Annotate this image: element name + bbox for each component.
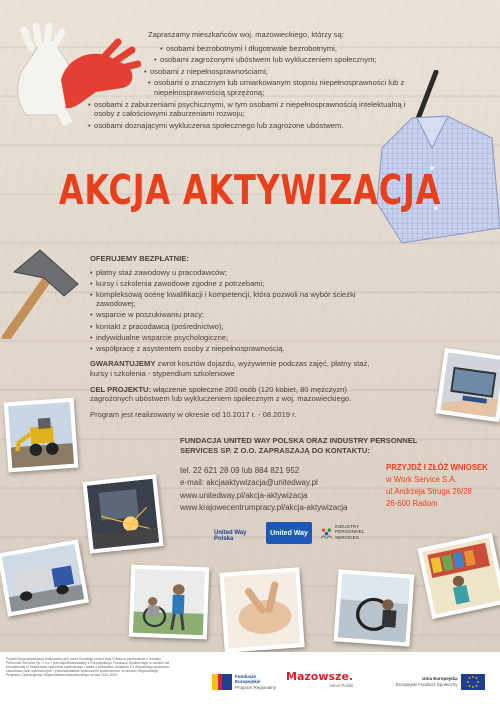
photo-massage (219, 567, 304, 652)
guarantee-paragraph (90, 359, 380, 378)
contact-link-unitedway[interactable]: www.unitedway.pl/akcja-aktywizacja (180, 490, 308, 500)
list-item: • współpracę z asystentem osoby z niepełnosprawnością. (90, 344, 380, 354)
photo-truck (0, 539, 89, 616)
eu-flag-icon (461, 674, 485, 690)
list-item: • osobami z niepełnosprawnościami; (144, 67, 418, 77)
intro-list (88, 44, 418, 131)
list-item: • kursy i szkolenia zawodowe zgodne z potrzebami; (90, 279, 380, 289)
list-item: • wsparcie w poszukiwaniu pracy; (90, 310, 380, 320)
footer-note: Projekt Akcja aktywizacja realizowany jest przez Fundację United Way Polska w partnerstwie z Industry Personnel Services Sp. z o.o. i jest współfinansowany z Europejskiego Funduszu Społecznego w ramach osi priorytetowej IX Wspieranie włączenia społecznego i walka z ubóstwem, działania 9.1 Aktywizacja społeczno-zawodowa osób wykluczonych i przeciwdziałanie wykluczeniu społecznemu, w ramach Regionalnego Programu Operacyjnego Województwa Mazowieckiego na lata 2014-2020. (6, 657, 171, 678)
list-item: • osobami doznającymi wykluczenia społecznego lub zagrożone ubóstwem. (88, 121, 418, 131)
intro-lead: Zapraszamy mieszkańców woj. mazowieckiego, którzy są: (148, 30, 344, 39)
apply-heading: PRZYJDŹ I ZŁÓŻ WNIOSEK (386, 463, 488, 472)
logo-text: United Way (270, 529, 308, 537)
industry-personnel-services-logo (320, 520, 382, 546)
fe-line: Europejskie (235, 679, 261, 685)
photo-laptop (436, 348, 500, 422)
offer-heading: OFERUJEMY BEZPŁATNIE: (90, 254, 189, 263)
fe-flag-icon (212, 674, 232, 690)
logo-text: INDUSTRY PERSONNEL SERVICES (334, 524, 365, 541)
intro-section (88, 30, 418, 130)
united-way-logo (266, 522, 312, 544)
apply-block (386, 462, 496, 510)
list-item: • kontakt z pracodawcą (pośrednictwo); (90, 322, 380, 332)
goal-paragraph (90, 385, 380, 404)
fe-line: Fundusze (235, 674, 256, 679)
photo-welding (82, 474, 163, 553)
logo-text: United Way Polska (214, 530, 247, 542)
fe-line: Program Regionalny (235, 684, 277, 690)
photo-bus-driver (334, 569, 415, 646)
people-icon (320, 522, 333, 544)
eu-logo (396, 674, 485, 690)
list-item: • indywidualne wsparcie psychologiczne; (90, 333, 380, 343)
goal-label: CEL PROJEKTU: (90, 384, 152, 394)
list-item: • osobami bezrobotnymi i długotrwale bezrobotnymi, (160, 44, 418, 54)
apply-line: 26-600 Radom (386, 499, 438, 508)
mazowsze-logo (286, 670, 353, 688)
list-item: • osobami zagrożonymi ubóstwem lub wykluczeniem społecznym; (154, 55, 418, 65)
apply-line: ul.Andrzeja Struga 26/28 (386, 487, 472, 496)
list-item: • kompleksową ocenę kwalifikacji i kompetencji, która pozwoli na wybór ścieżki zawodowej; (90, 290, 380, 309)
goal-text: włączenie społeczne 200 osób (120 kobiet, 80 mężczyzn) zagrożonych ubóstwem lub wykluczeniem społecznym z woj. mazowieckiego. (90, 384, 352, 404)
guarantee-label: GWARANTUJEMY (90, 359, 156, 369)
eu-line: Europejski Fundusz Społeczny (396, 682, 458, 687)
organizers-heading: FUNDACJA UNITED WAY POLSKA ORAZ INDUSTRY PERSONNEL SERVICES SP. Z O.O. ZAPRASZAJĄ DO KONTAKTU: (180, 436, 418, 455)
guarantee-text: zwrot kosztów dojazdu, wyżywienie podczas zajęć, płatny staż, kursy i szkolenia - stypendium szkoleniowe (90, 359, 370, 378)
list-item: • osobami z zaburzeniami psychicznymi, w tym osobami z niepełnosprawnością intelektualną i osoby z całościowymi zaburzeniami rozwoju; (88, 100, 418, 119)
page-title: AKCJA AKTYWIZACJA (58, 166, 442, 214)
list-item: • płatny staż zawodowy u pracodawców; (90, 268, 380, 278)
eu-line: Unia Europejska (422, 676, 458, 682)
offer-section (90, 254, 380, 419)
contact-link-kcp[interactable]: www.krajowecentrumpracy.pl/akcja-aktywizacja (180, 503, 348, 513)
contact-email[interactable]: e-mail: akcjaaktywizacja@unitedway.pl (180, 478, 318, 488)
hammer-image (0, 244, 80, 339)
united-way-polska-logo (214, 529, 260, 543)
mazowsze-text: Mazowsze. (286, 670, 354, 683)
fe-program-logo (212, 674, 276, 690)
list-item: • osobami o znacznym lub umiarkowanym stopniu niepełnosprawności lub z niepełnosprawnością sprzężoną; (148, 78, 418, 97)
mazowsze-subtitle: serce Polski (329, 683, 354, 688)
photo-excavator (4, 398, 79, 473)
period-text: Program jest realizowany w okresie od 10.2017 r. - 08.2019 r. (90, 409, 297, 419)
apply-line: w Work Service S.A. (386, 475, 457, 484)
contact-phone[interactable]: tel. 22 621 28 09 lub 884 821 952 (180, 466, 300, 475)
offer-list (90, 268, 380, 354)
photo-shop (417, 533, 500, 619)
footer (0, 652, 500, 707)
photo-wheelchair (129, 565, 209, 640)
contact-block (180, 465, 390, 515)
